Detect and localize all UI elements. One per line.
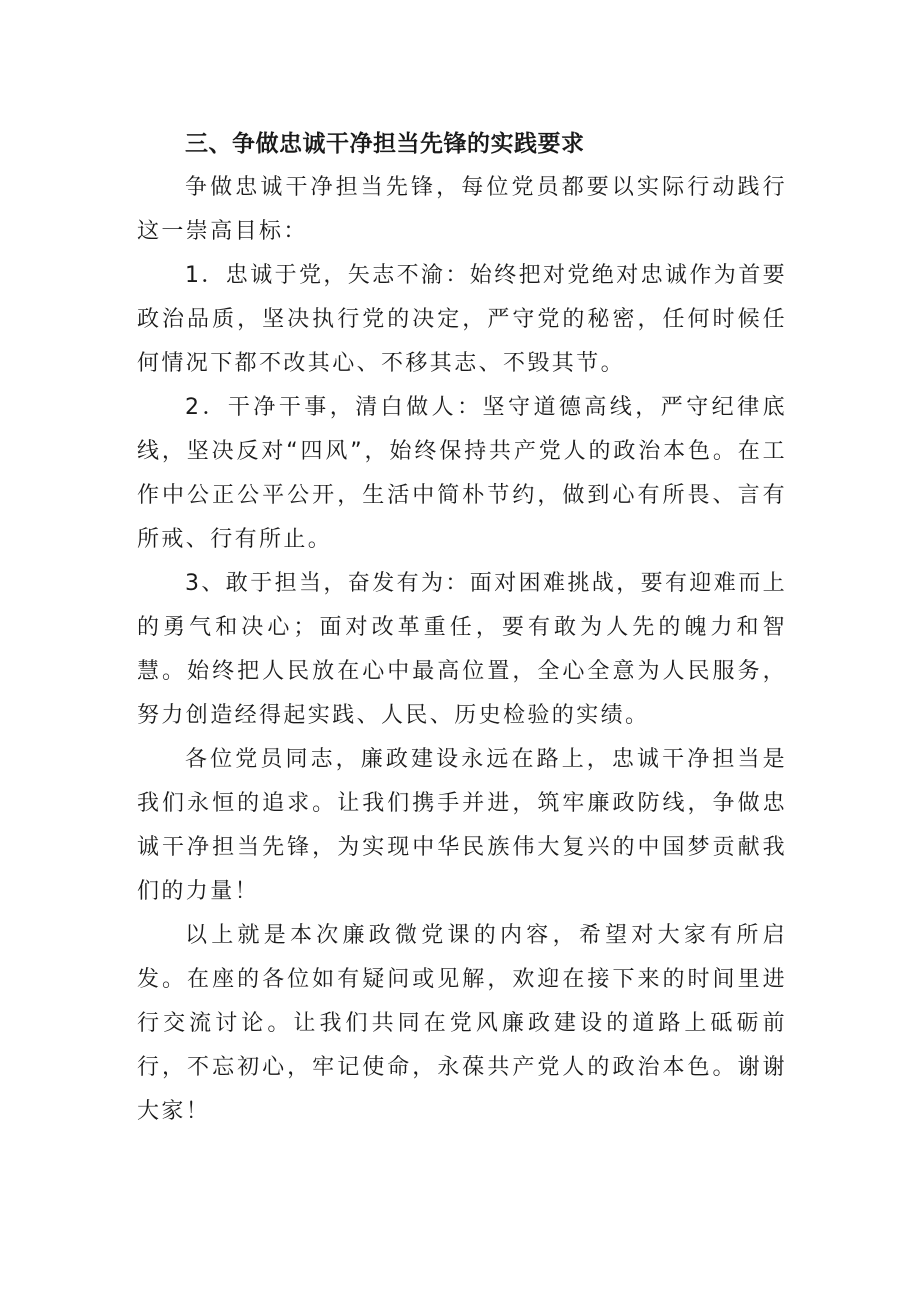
intro-paragraph: 争做忠诚干净担当先锋，每位党员都要以实际行动践行这一崇高目标： [137,175,787,244]
call-to-action-paragraph: 各位党员同志，廉政建设永远在路上，忠诚干净担当是我们永恒的追求。让我们携手并进，筑牢廉政防线，争做忠诚干净担当先锋，为实现中华民族伟大复兴的中国梦贡献我们的力量！ [137,747,787,904]
section-heading: 三、争做忠诚干净担当先锋的实践要求 [185,131,585,157]
point-responsibility-paragraph: 3、敢于担当，奋发有为：面对困难挑战，要有迎难而上的勇气和决心；面对改革重任，要有敢为人先的魄力和智慧。始终把人民放在心中最高位置，全心全意为人民服务，努力创造经得起实践、人民、历史检验的实绩。 [137,571,787,728]
point-loyalty-paragraph: 1．忠诚于党，矢志不渝：始终把对党绝对忠诚作为首要政治品质，坚决执行党的决定，严守党的秘密，任何时候任何情况下都不改其心、不移其志、不毁其节。 [137,263,787,376]
document-body [137,122,787,1134]
closing-paragraph: 以上就是本次廉政微党课的内容，希望对大家有所启发。在座的各位如有疑问或见解，欢迎在接下来的时间里进行交流讨论。让我们共同在党风廉政建设的道路上砥砺前行，不忘初心，牢记使命，永葆共产党人的政治本色。谢谢大家！ [137,923,787,1124]
point-integrity-paragraph: 2．干净干事，清白做人：坚守道德高线，严守纪律底线，坚决反对“四风”，始终保持共产党人的政治本色。在工作中公正公平公开，生活中简朴节约，做到心有所畏、言有所戒、行有所止。 [137,395,787,552]
